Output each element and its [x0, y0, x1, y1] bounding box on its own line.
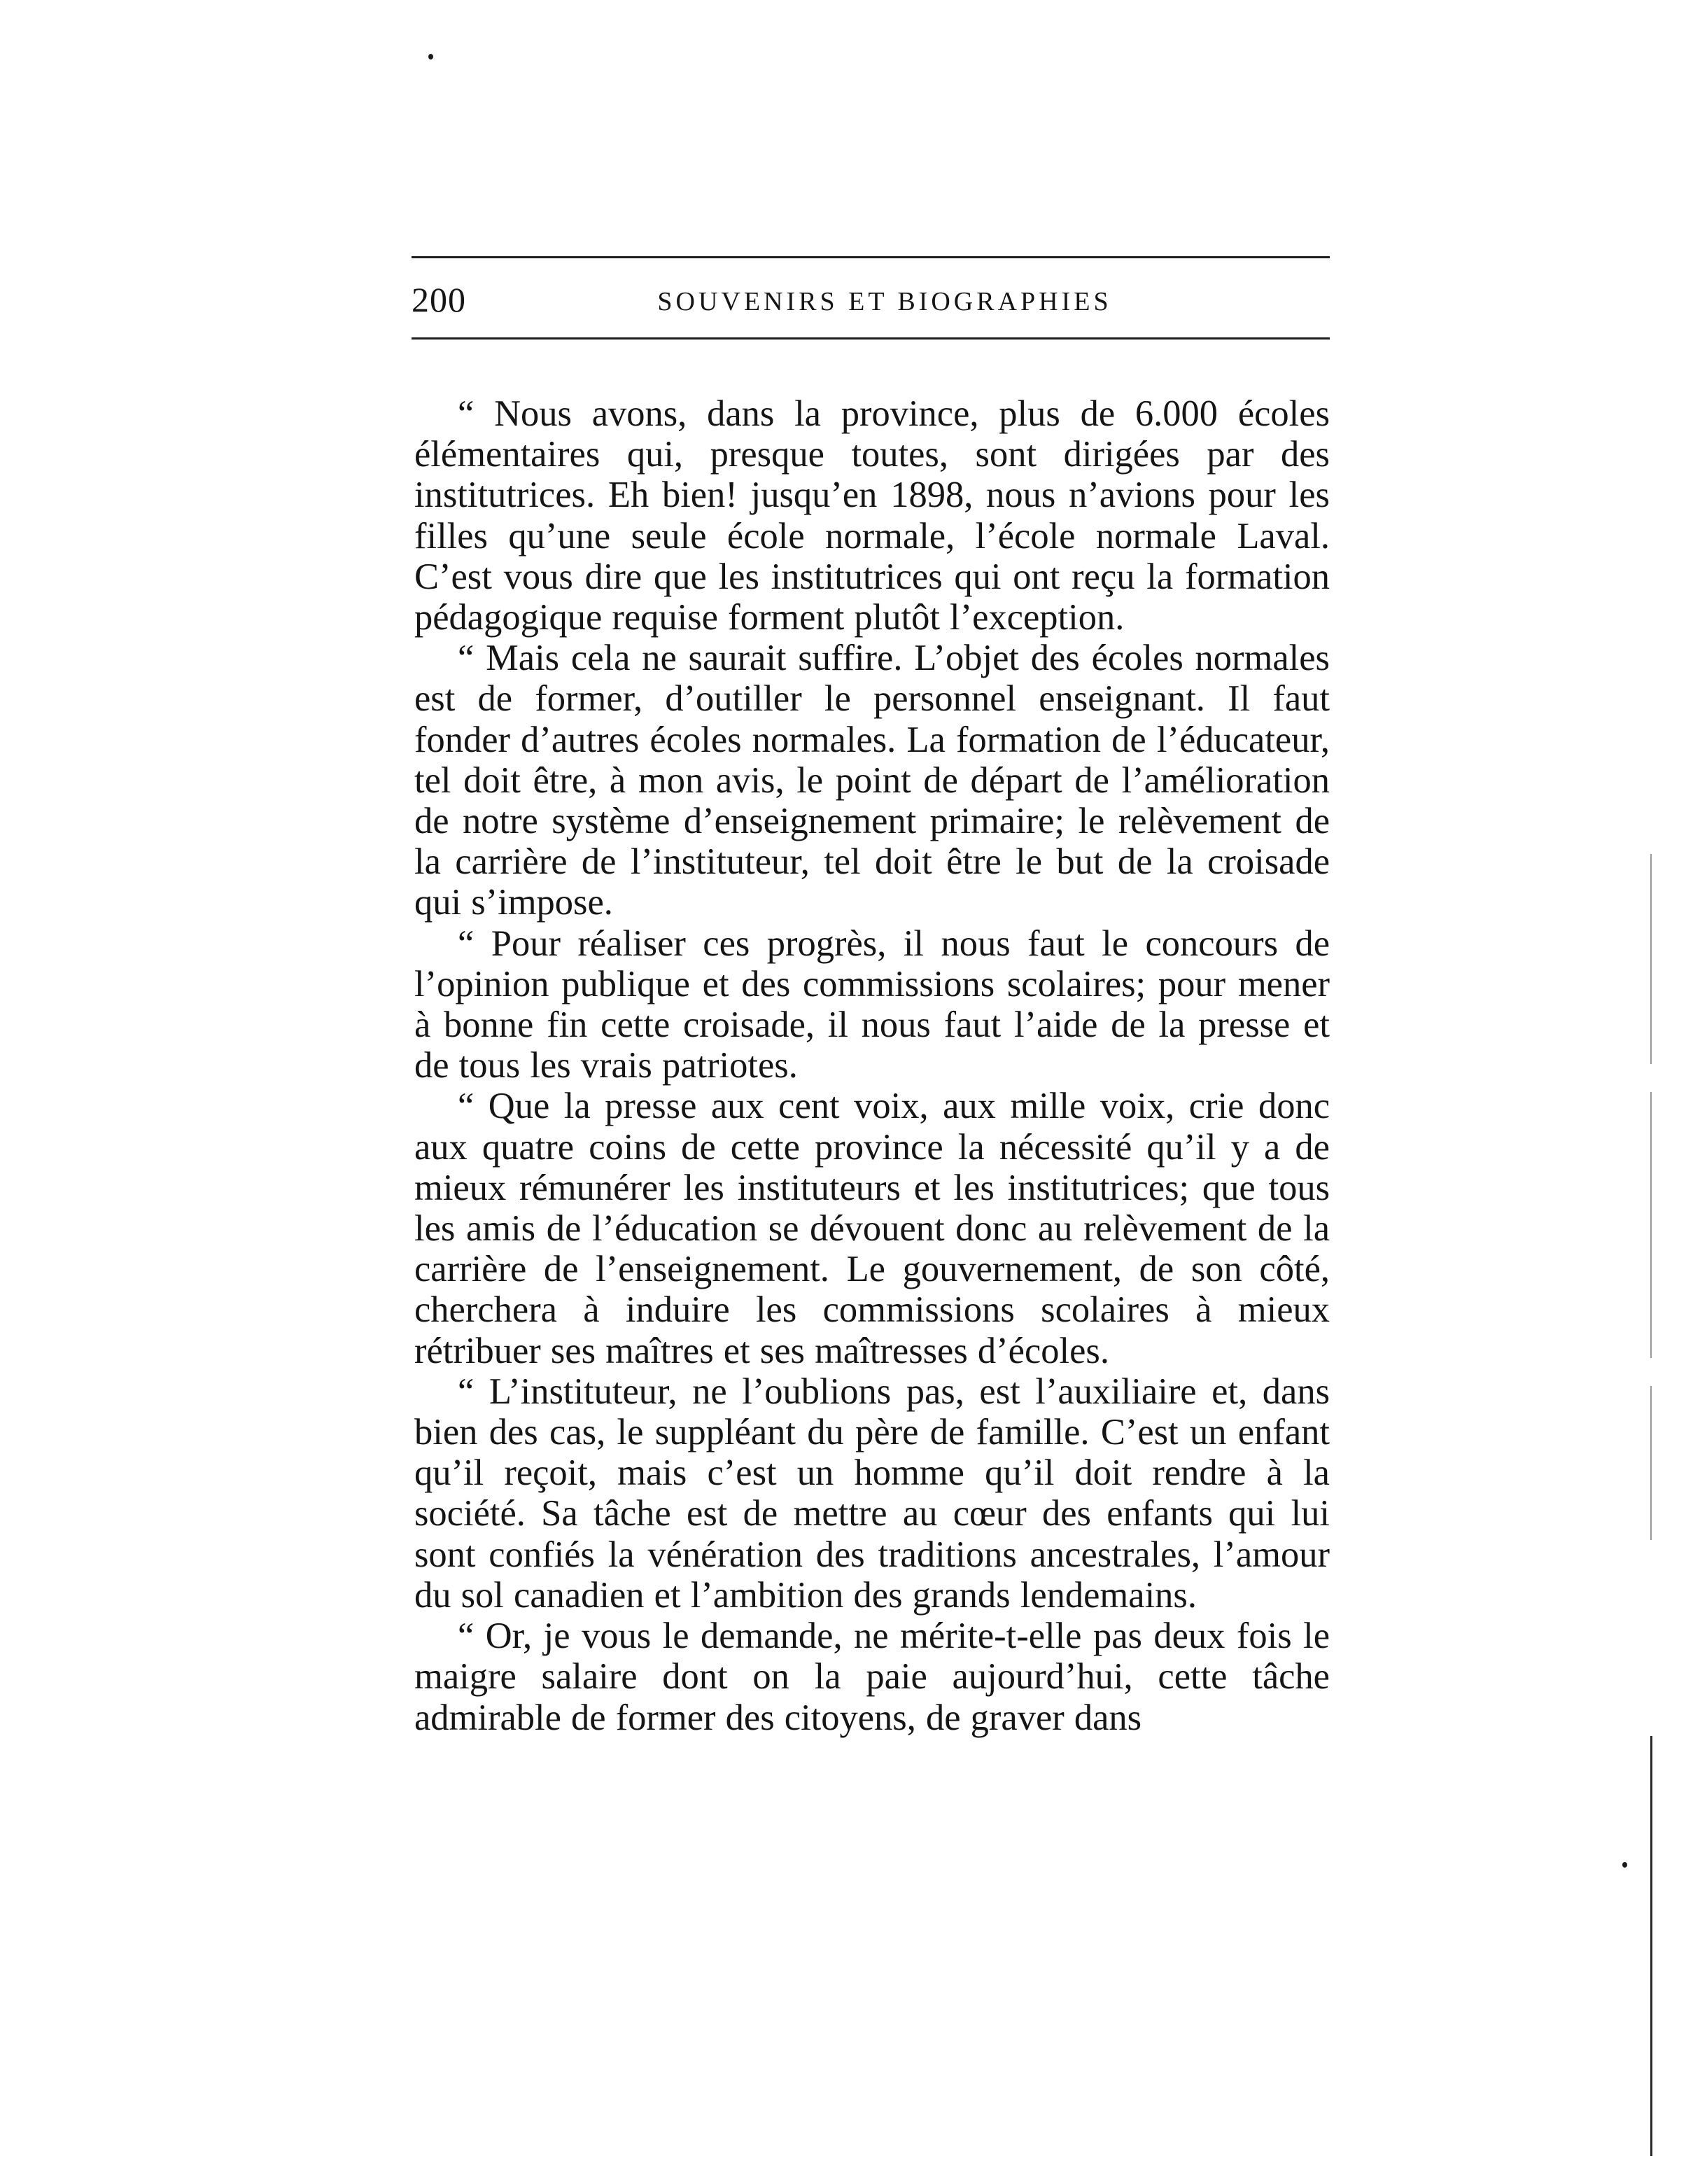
header-rule-top [412, 256, 1330, 258]
page-header [412, 253, 1330, 344]
ink-speck [1622, 1862, 1627, 1868]
paragraph: “ Mais cela ne saurait suffire. L’objet des écoles normales est de former, d’outiller le personnel enseignant. Il faut fonder d’autres écoles normales. La formation de l’éducateur, tel doit être, à mon avis, le point de départ de l’amélioration de notre système d’enseignement primaire; le relèvement de la carrière de l’instituteur, tel doit être le but de la croisade qui s’impose. [414, 638, 1330, 923]
ink-speck [428, 54, 433, 59]
scan-edge-mark [1650, 854, 1652, 1064]
scan-edge-mark [1650, 1736, 1652, 2156]
paragraph: “ Nous avons, dans la province, plus de 6.000 écoles élémentaires qui, presque toutes, sont dirigées par des institutrices. Eh bien! jusqu’en 1898, nous n’avions pour les filles qu’une seule école normale, l’école normale Laval. C’est vous dire que les institutrices qui ont reçu la formation pédagogique requise forment plutôt l’exception. [414, 393, 1330, 638]
paragraph: “ Que la presse aux cent voix, aux mille voix, crie donc aux quatre coins de cette province la nécessité qu’il y a de mieux rémunérer les instituteurs et les institutrices; que tous les amis de l’éducation se dévouent donc au relèvement de la carrière de l’enseignement. Le gouvernement, de son côté, cherchera à induire les commissions scolaires à mieux rétribuer ses maîtres et ses maîtresses d’écoles. [414, 1086, 1330, 1371]
paragraph: “ L’instituteur, ne l’oublions pas, est l’auxiliaire et, dans bien des cas, le suppléant du père de famille. C’est un enfant qu’il reçoit, mais c’est un homme qu’il doit rendre à la société. Sa tâche est de mettre au cœur des enfants qui lui sont confiés la vénération des traditions ancestrales, l’amour du sol canadien et l’ambition des grands lendemains. [414, 1371, 1330, 1616]
scan-edge-mark [1650, 1386, 1652, 1540]
paragraph: “ Or, je vous le demande, ne mérite-t-elle pas deux fois le maigre salaire dont on la paie aujourd’hui, cette tâche admirable de former des citoyens, de graver dans [414, 1616, 1330, 1738]
running-title: SOUVENIRS ET BIOGRAPHIES [657, 287, 1112, 316]
body-text [414, 393, 1330, 1738]
page-number: 200 [412, 280, 466, 319]
header-rule-bottom [412, 337, 1330, 340]
scan-edge-mark [1650, 1092, 1652, 1358]
paragraph: “ Pour réaliser ces progrès, il nous faut le concours de l’opinion publique et des commissions scolaires; pour mener à bonne fin cette croisade, il nous faut l’aide de la presse et de tous les vrais patriotes. [414, 923, 1330, 1086]
